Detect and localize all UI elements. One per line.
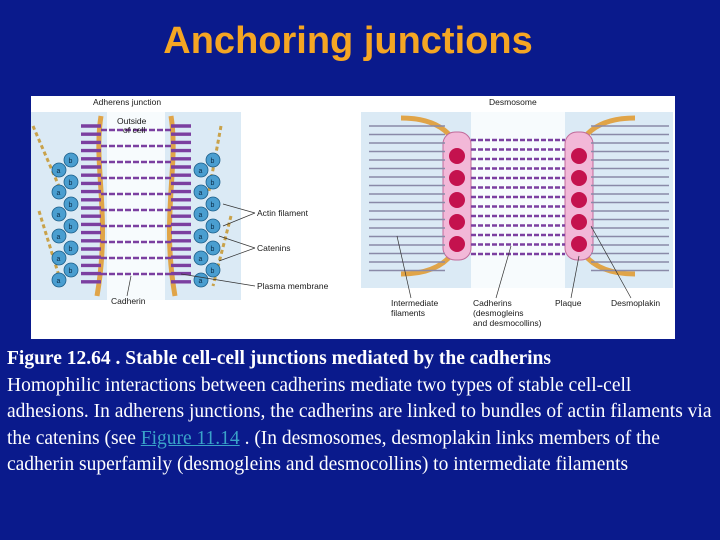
- catenin: [64, 219, 78, 233]
- catenin: [64, 153, 78, 167]
- catenin-letter: b: [68, 202, 73, 209]
- adherens-title: Adherens junction: [93, 97, 162, 107]
- desmoplakin-dot: [449, 214, 465, 230]
- figure-link[interactable]: Figure 11.14: [140, 427, 240, 449]
- catenin-letter: a: [56, 234, 61, 241]
- desmoplakin-dot: [449, 236, 465, 252]
- catenin-letter: b: [68, 180, 73, 187]
- catenin: [206, 219, 220, 233]
- desmosome-panel: [361, 97, 673, 328]
- catenin-letter: b: [68, 246, 73, 253]
- catenin-letter: b: [210, 246, 215, 253]
- catenin: [52, 229, 66, 243]
- catenin-letter: b: [210, 224, 215, 231]
- desmoplakin-dot: [449, 170, 465, 186]
- catenin: [194, 185, 208, 199]
- catenin-letter: a: [56, 190, 61, 197]
- intermediate-label: Intermediate filaments: [391, 298, 439, 318]
- junction-diagram: [31, 96, 675, 339]
- adherens-panel: [31, 97, 329, 306]
- desmosome-title: Desmosome: [489, 97, 537, 107]
- catenin: [64, 197, 78, 211]
- catenin-letter: a: [56, 278, 61, 285]
- membrane-label: Plasma membrane: [257, 281, 329, 291]
- catenin-letter: a: [198, 256, 203, 263]
- catenin-letter: b: [68, 224, 73, 231]
- catenin: [52, 273, 66, 287]
- desmoplakin-dot: [571, 192, 587, 208]
- catenin: [194, 273, 208, 287]
- catenin-letter: b: [210, 202, 215, 209]
- desmoplakin-dot: [571, 214, 587, 230]
- cadherins-desmo-label: Cadherins (desmogleins and desmocollins): [473, 298, 542, 328]
- catenin: [194, 163, 208, 177]
- intercellular-space: [107, 112, 165, 300]
- catenin-letter: b: [210, 158, 215, 165]
- catenin-letter: a: [198, 190, 203, 197]
- catenin: [206, 263, 220, 277]
- desmoplakin-dot: [449, 192, 465, 208]
- catenin-letter: b: [210, 268, 215, 275]
- caption-body-end: . (In desmosomes, desmoplakin links members of the cadherin superfamily (desmogleins and desmocollins) to intermediate filaments: [7, 427, 660, 476]
- catenin-letter: a: [56, 168, 61, 175]
- catenin: [64, 175, 78, 189]
- catenin: [64, 241, 78, 255]
- caption-body-start: Homophilic interactions between cadherins mediate two types of stable cell-cell adhesions. In adherens junctions, the cadherins are linked to bundles of actin filaments via the catenins (see: [7, 374, 712, 449]
- catenins-label: Catenins: [257, 243, 291, 253]
- catenin: [194, 229, 208, 243]
- catenin-letter: b: [68, 158, 73, 165]
- desmoplakin-dot: [571, 236, 587, 252]
- junction-figure: [31, 96, 675, 339]
- catenin: [206, 175, 220, 189]
- catenin-letter: a: [198, 278, 203, 285]
- catenin: [52, 207, 66, 221]
- desmoplakin-dot: [571, 170, 587, 186]
- figure-caption: [7, 346, 713, 479]
- catenin-letter: a: [198, 234, 203, 241]
- catenin: [206, 153, 220, 167]
- desmoplakin-label: Desmoplakin: [611, 298, 661, 308]
- catenin: [206, 197, 220, 211]
- desmoplakin-dot: [449, 148, 465, 164]
- catenin: [52, 251, 66, 265]
- catenin: [52, 163, 66, 177]
- catenin: [64, 263, 78, 277]
- slide-title: Anchoring junctions: [163, 20, 533, 62]
- catenin: [194, 207, 208, 221]
- actin-label: Actin filament: [257, 208, 309, 218]
- catenin-letter: a: [198, 212, 203, 219]
- catenin-letter: a: [56, 256, 61, 263]
- cadherin-label: Cadherin: [111, 296, 146, 306]
- desmosome-intercellular-space: [471, 112, 565, 288]
- caption-title: Figure 12.64 . Stable cell-cell junctions mediated by the cadherins: [7, 348, 551, 369]
- catenin: [52, 185, 66, 199]
- desmoplakin-dot: [571, 148, 587, 164]
- catenin-letter: a: [198, 168, 203, 175]
- catenin-letter: b: [210, 180, 215, 187]
- outside-label: Outside of cell: [117, 116, 147, 135]
- catenin-letter: b: [68, 268, 73, 275]
- catenin-letter: a: [56, 212, 61, 219]
- catenin: [206, 241, 220, 255]
- plaque-label: Plaque: [555, 298, 582, 308]
- catenin: [194, 251, 208, 265]
